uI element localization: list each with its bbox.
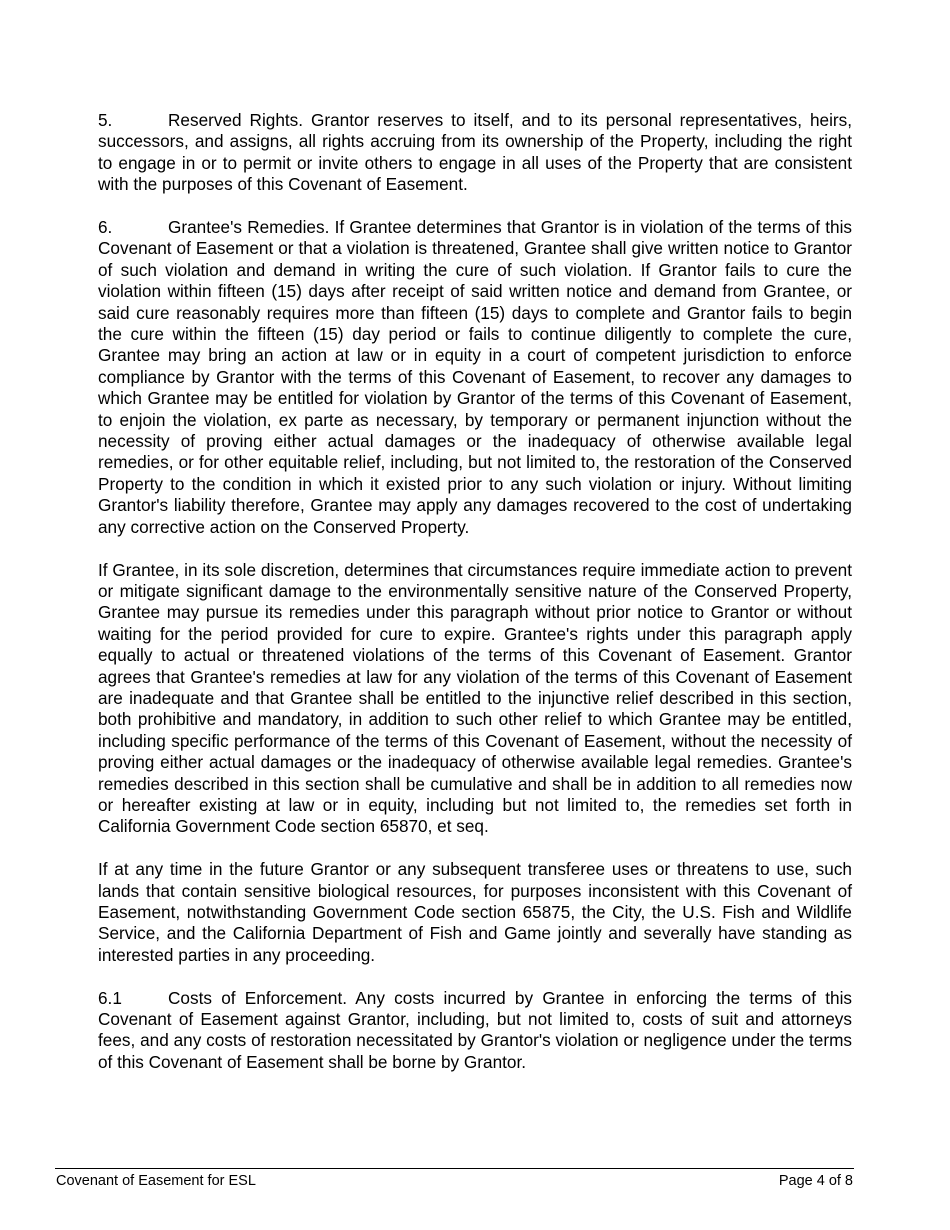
section-6-grantees-remedies: [98, 217, 852, 538]
paragraph-text: If Grantee, in its sole discretion, determines that circumstances require immediate action to prevent or mitigate significant damage to the environmentally sensitive nature of the Conserved Property, Grantee may pursue its remedies under this paragraph without prior notice to Grantor or without waiting for the period provided for cure to expire. Grantee's rights under this paragraph apply equally to actual or threatened violations of the terms of this Covenant of Easement. Grantor agrees that Grantee's remedies at law for any violation of the terms of this Covenant of Easement are inadequate and that Grantee shall be entitled to the injunctive relief described in this section, both prohibitive and mandatory, in addition to such other relief to which Grantee may be entitled, including specific performance of the terms of this Covenant of Easement, without the necessity of proving either actual damages or the inadequacy of otherwise available legal remedies. Grantee's remedies described in this section shall be cumulative and shall be in addition to all remedies now or hereafter existing at law or in equity, including but not limited to, the remedies set forth in California Government Code section 65870, et seq.: [98, 559, 852, 837]
page-footer: [56, 1172, 853, 1190]
paragraph-standing: [98, 859, 852, 966]
section-6-1-costs-of-enforcement: [98, 988, 852, 1074]
section-number: 6.: [98, 217, 113, 238]
document-body: [98, 110, 852, 1095]
section-text: Grantee's Remedies. If Grantee determines that Grantor is in violation of the terms of this Covenant of Easement or that a violation is threatened, Grantee shall give written notice to Grantor of such violation and demand in writing the cure of such violation. If Grantor fails to cure the violation within fifteen (15) days after receipt of said written notice and demand from Grantee, or said cure reasonably requires more than fifteen (15) days to complete and Grantor fails to begin the cure within the fifteen (15) day period or fails to continue diligently to complete the cure, Grantee may bring an action at law or in equity in a court of competent jurisdiction to enforce compliance by Grantor with the terms of this Covenant of Easement, to recover any damages to which Grantee may be entitled for violation by Grantor of the terms of this Covenant of Easement, to enjoin the violation, ex parte as necessary, by temporary or permanent injunction without the necessity of proving either actual damages or the inadequacy of otherwise available legal remedies, or for other equitable relief, including, but not limited to, the restoration of the Conserved Property to the condition in which it existed prior to any such violation or injury. Without limiting Grantor's liability therefore, Grantee may apply any damages recovered to the cost of undertaking any corrective action on the Conserved Property.: [98, 217, 852, 537]
section-number: 5.: [98, 110, 113, 130]
footer-page-number: Page 4 of 8: [778, 1173, 853, 1189]
paragraph-immediate-action: [98, 560, 852, 838]
footer-document-title: Covenant of Easement for ESL: [56, 1173, 256, 1189]
section-text: Reserved Rights. Grantor reserves to itself, and to its personal representatives, heirs, successors, and assigns, all rights accruing from its ownership of the Property, including the right to engage in or to permit or invite others to engage in all uses of the Property that are consistent with the purposes of this Covenant of Easement.: [98, 110, 852, 195]
section-text: Costs of Enforcement. Any costs incurred by Grantee in enforcing the terms of this Covenant of Easement against Grantor, including, but not limited to, costs of suit and attorneys fees, and any costs of restoration necessitated by Grantor's violation or negligence under the terms of this Covenant of Easement shall be borne by Grantor.: [98, 987, 852, 1072]
section-5-reserved-rights: [98, 110, 852, 196]
paragraph-text: If at any time in the future Grantor or any subsequent transferee uses or threatens to use, such lands that contain sensitive biological resources, for purposes inconsistent with this Covenant of Easement, notwithstanding Government Code section 65875, the City, the U.S. Fish and Wildlife Service, and the California Department of Fish and Game jointly and severally have standing as interested parties in any proceeding.: [98, 859, 852, 965]
section-number: 6.1: [98, 987, 122, 1008]
footer-divider: [55, 1168, 854, 1169]
